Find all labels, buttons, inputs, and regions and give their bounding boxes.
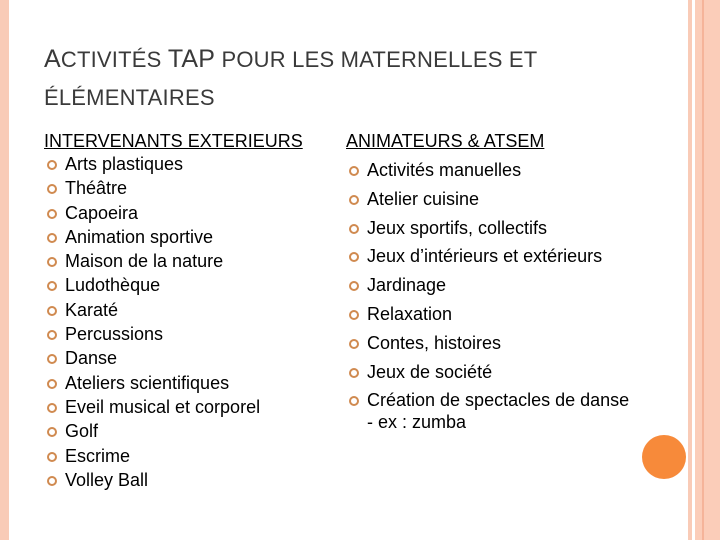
- list-item: Relaxation: [346, 303, 636, 325]
- list-item: Ateliers scientifiques: [44, 371, 303, 395]
- left-list: [44, 152, 303, 492]
- list-item: Escrime: [44, 444, 303, 468]
- list-item: Maison de la nature: [44, 249, 303, 273]
- title-tap: TAP: [167, 45, 216, 73]
- slide-title: [44, 40, 537, 117]
- right-heading: ANIMATEURS & ATSEM: [346, 131, 545, 151]
- left-column: [44, 130, 303, 492]
- list-item: Atelier cuisine: [346, 188, 636, 210]
- title-part: POUR LES MATERNELLES ET: [215, 47, 538, 72]
- list-item: Jeux sportifs, collectifs: [346, 217, 636, 239]
- list-item: Eveil musical et corporel: [44, 395, 303, 419]
- title-initial: A: [44, 45, 61, 73]
- left-decor-bar: [0, 0, 9, 540]
- list-item: Animation sportive: [44, 225, 303, 249]
- right-column: [346, 130, 636, 440]
- list-item: Contes, histoires: [346, 332, 636, 354]
- list-item: Jeux d’intérieurs et extérieurs: [346, 245, 636, 267]
- list-item: Création de spectacles de danse - ex : zumba: [346, 389, 636, 433]
- title-line2: ÉLÉMENTAIRES: [44, 85, 215, 110]
- list-item: Percussions: [44, 322, 303, 346]
- title-part: CTIVITÉS: [60, 47, 168, 72]
- list-item: Jardinage: [346, 274, 636, 296]
- right-decor-band: [695, 0, 720, 540]
- right-list: [346, 159, 636, 433]
- right-decor-stripe: [688, 0, 692, 540]
- list-item: Danse: [44, 346, 303, 370]
- left-heading: INTERVENANTS EXTERIEURS: [44, 131, 303, 151]
- list-item: Volley Ball: [44, 468, 303, 492]
- list-item: Capoeira: [44, 201, 303, 225]
- list-item: Arts plastiques: [44, 152, 303, 176]
- right-decor-line: [702, 0, 704, 540]
- list-item: Théâtre: [44, 176, 303, 200]
- decor-circle: [642, 435, 686, 479]
- list-item: Jeux de société: [346, 361, 636, 383]
- list-item: Karaté: [44, 298, 303, 322]
- list-item: Ludothèque: [44, 273, 303, 297]
- list-item: Golf: [44, 419, 303, 443]
- list-item: Activités manuelles: [346, 159, 636, 181]
